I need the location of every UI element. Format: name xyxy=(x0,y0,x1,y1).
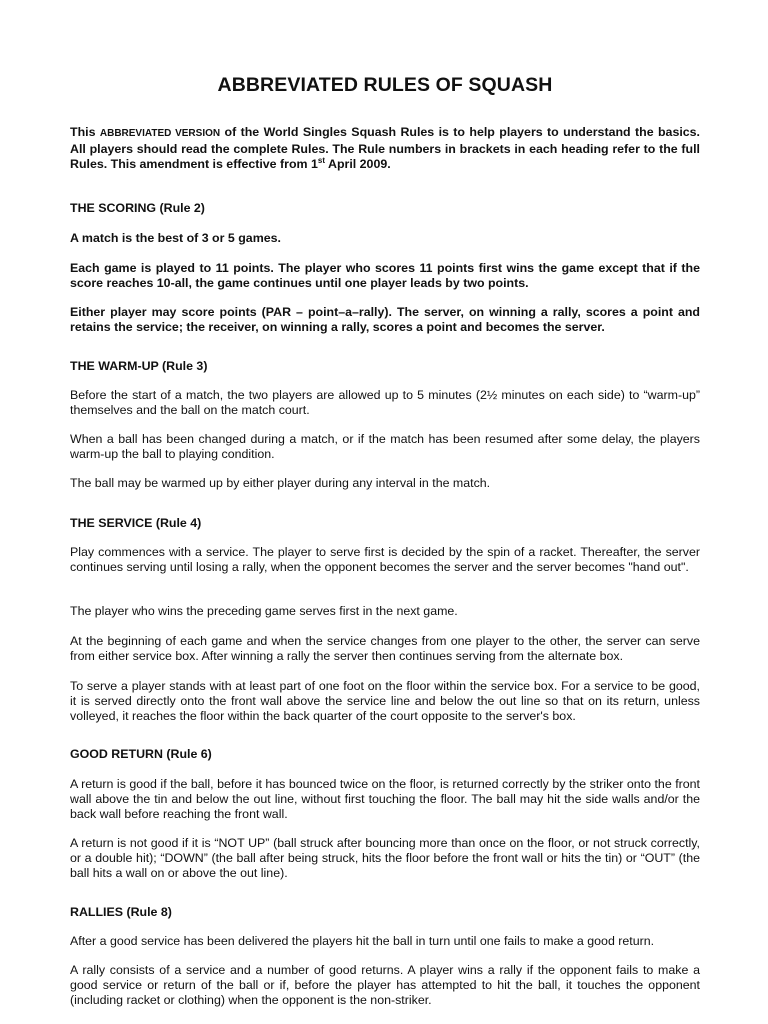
paragraph: Each game is played to 11 points. The player who scores 11 points first wins the game except that if the score reaches 10-all, the game continues until one player leads by two points. xyxy=(70,261,700,291)
section-heading: GOOD RETURN (Rule 6) xyxy=(70,747,212,761)
section-heading: THE WARM-UP (Rule 3) xyxy=(70,359,208,373)
paragraph: The player who wins the preceding game serves first in the next game. xyxy=(70,604,458,618)
good-return-paragraph-2 xyxy=(70,836,700,882)
document-title: ABBREVIATED RULES OF SQUASH xyxy=(217,74,553,96)
paragraph: Play commences with a service. The player to serve first is decided by the spin of a racket. Thereafter, the server continues serving until losing a rally, when the opponent becomes the server and the server becomes "hand out". xyxy=(70,545,700,575)
intro-paragraph xyxy=(70,125,700,173)
scoring-paragraph-1 xyxy=(70,231,700,246)
warmup-paragraph-1 xyxy=(70,388,700,418)
intro-prefix: This xyxy=(70,125,100,139)
warmup-paragraph-2 xyxy=(70,432,700,462)
paragraph: A rally consists of a service and a number of good returns. A player wins a rally if the opponent fails to make a good service or return of the ball or if, before the player has attempted to hit the ball, it touches the opponent (including racket or clothing) when the opponent is the non-striker. xyxy=(70,963,700,1008)
service-paragraph-4 xyxy=(70,679,700,725)
paragraph: Before the start of a match, the two players are allowed up to 5 minutes (2½ minutes on each side) to “warm-up” themselves and the ball on the match court. xyxy=(70,388,700,418)
section-rallies xyxy=(70,905,700,920)
intro-middle: of the World Singles Squash Rules is to help players to understand the basics. All players should read the complete Rules. The Rule numbers in brackets in each heading refer to the full Rules. This amendment is effective from 1 xyxy=(70,125,700,171)
scoring-paragraph-3 xyxy=(70,305,700,335)
intro-superscript: st xyxy=(317,156,326,165)
section-heading: THE SCORING (Rule 2) xyxy=(70,201,205,215)
rallies-paragraph-2 xyxy=(70,963,700,1009)
rallies-paragraph-1 xyxy=(70,934,700,949)
good-return-paragraph-1 xyxy=(70,777,700,823)
service-paragraph-3 xyxy=(70,634,700,664)
paragraph: To serve a player stands with at least part of one foot on the floor within the service box. For a service to be good, it is served directly onto the front wall above the service line and below the out line so that on its return, unless volleyed, it reaches the floor within the back quarter of the court opposite to the server's box. xyxy=(70,679,700,724)
warmup-paragraph-3 xyxy=(70,476,700,491)
section-heading: THE SERVICE (Rule 4) xyxy=(70,516,202,530)
section-warmup xyxy=(70,359,700,374)
section-scoring xyxy=(70,201,700,216)
paragraph: At the beginning of each game and when the service changes from one player to the other, the server can serve from either service box. After winning a rally the server then continues serving from the alternate box. xyxy=(70,634,700,664)
section-service xyxy=(70,516,700,531)
intro-suffix: April 2009. xyxy=(325,157,391,171)
paragraph: A return is not good if it is “NOT UP” (ball struck after bouncing more than once on the floor, or not struck correctly, or a double hit); “DOWN” (the ball after being struck, hits the floor before the front wall or hits the tin) or “OUT” (the ball hits a wall on or above the out line). xyxy=(70,836,700,881)
paragraph: After a good service has been delivered the players hit the ball in turn until one fails to make a good return. xyxy=(70,934,655,948)
service-paragraph-1 xyxy=(70,545,700,575)
paragraph: A return is good if the ball, before it has bounced twice on the floor, is returned correctly by the striker onto the front wall above the tin and below the out line, without first touching the floor. The ball may hit the side walls and/or the back wall before reaching the front wall. xyxy=(70,777,700,822)
section-good-return xyxy=(70,747,700,762)
scoring-paragraph-2 xyxy=(70,261,700,291)
paragraph: A match is the best of 3 or 5 games. xyxy=(70,231,281,245)
paragraph: Either player may score points (PAR – point–a–rally). The server, on winning a rally, scores a point and retains the service; the receiver, on winning a rally, scores a point and becomes the server. xyxy=(70,305,700,335)
intro-smallcaps: ABBREVIATED VERSION xyxy=(99,128,221,139)
section-heading: RALLIES (Rule 8) xyxy=(70,905,172,919)
paragraph: When a ball has been changed during a match, or if the match has been resumed after some delay, the players warm-up the ball to playing condition. xyxy=(70,432,700,462)
paragraph: The ball may be warmed up by either player during any interval in the match. xyxy=(70,476,491,490)
service-paragraph-2 xyxy=(70,604,700,619)
